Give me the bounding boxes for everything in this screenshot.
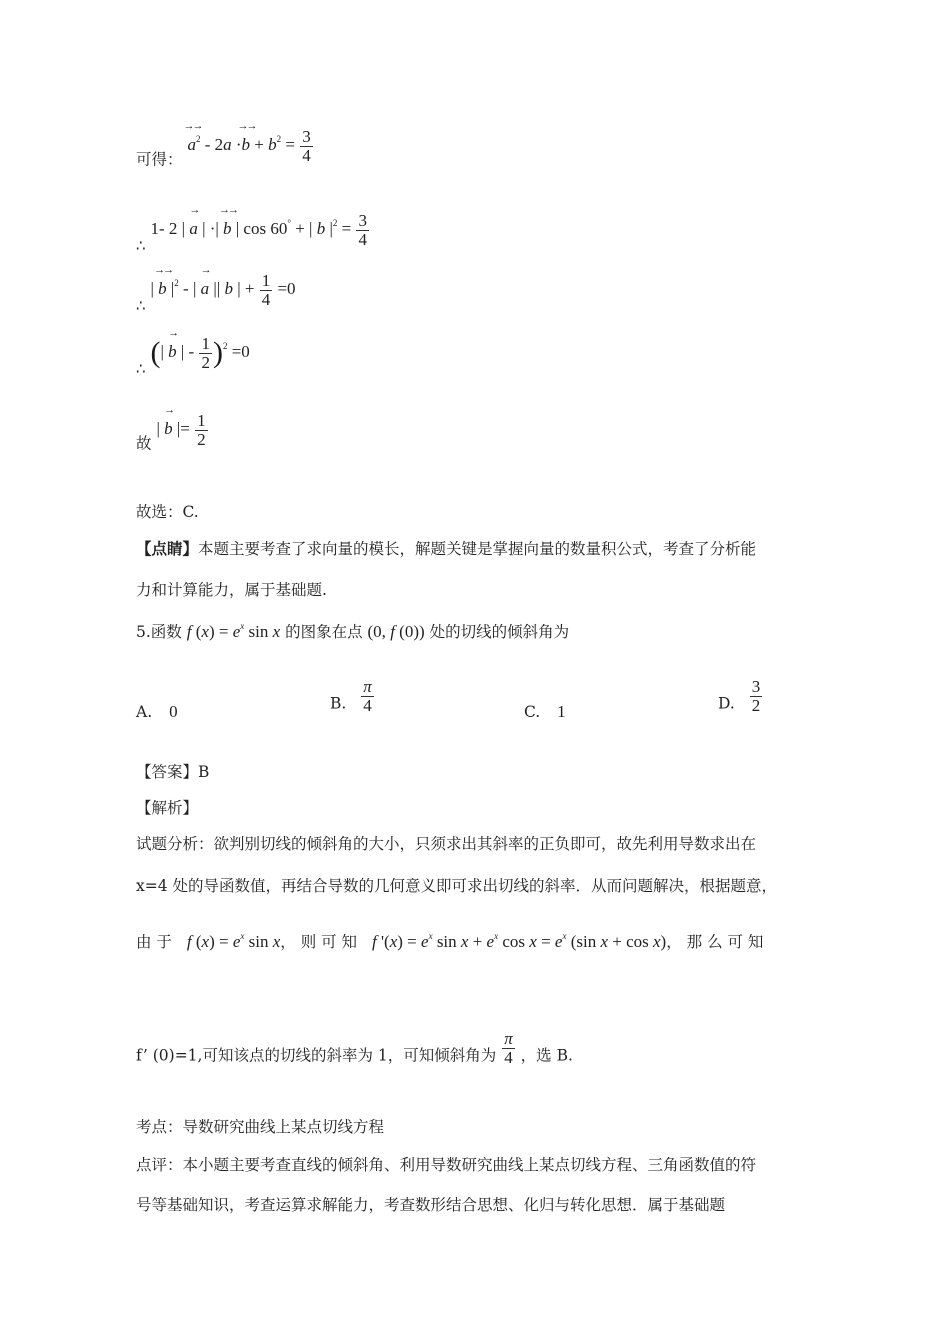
- ana3-text-b: ， 则 可 知: [280, 933, 358, 951]
- therefore-symbol: ∴: [136, 236, 146, 255]
- analysis-line-4: [136, 1030, 573, 1067]
- ana4-text-a: f’ (0)=1,可知该点的切线的斜率为 1，可知倾斜角为: [136, 1046, 497, 1065]
- analysis-line-3: [136, 930, 763, 952]
- analysis-label: 【解析】: [136, 799, 199, 817]
- ana4-fraction: $\frac{\pi}{4}$: [504, 1029, 513, 1067]
- dianjing-label: 【点睛】: [136, 539, 199, 558]
- option-a: A. 0: [136, 702, 178, 721]
- options-row: [136, 674, 836, 724]
- formula-4: (| → b | - $\frac{1}{2}$ )$^2$ =0: [150, 342, 249, 361]
- formula-5: | → b |= $\frac{1}{2}$: [156, 419, 208, 438]
- therefore-symbol: ∴: [136, 296, 146, 315]
- equation-line-1: [136, 128, 314, 169]
- dianjing-line-2: 力和计算能力，属于基础题.: [136, 581, 327, 599]
- option-c: C. 1: [524, 702, 566, 721]
- ana3-text-a: 由 于: [136, 933, 172, 951]
- formula-3: | →→ b $|^2$ - | → a || b | + $\frac{1}{4}$ =0: [150, 279, 295, 298]
- therefore-symbol: ∴: [136, 359, 146, 378]
- ana3-text-c: ， 那 么 可 知: [666, 933, 764, 951]
- dianping-line-2: 号等基础知识，考查运算求解能力，考查数形结合思想、化归与转化思想．属于基础题: [136, 1196, 726, 1214]
- label-gu: 故: [136, 434, 152, 453]
- equation-line-2: [136, 212, 370, 254]
- label-kede: 可得：: [136, 150, 183, 169]
- ana3-function: f $(x) = e^x$ sin x: [186, 931, 281, 951]
- ana4-text-b: ，选 B.: [520, 1046, 573, 1065]
- equation-line-5: [136, 412, 209, 453]
- q5-text-c: 处的切线的倾斜角为: [429, 623, 570, 641]
- ana3-derivative: f '$(x) = e^x$ $\sin x + e^x$ $\cos x = e^x$ (sin x + cos x): [372, 931, 667, 951]
- formula-2: 1- 2 | → a | ·| →→ b | cos 60° + | b $|^2$ = $\frac{3}{4}$: [150, 219, 369, 238]
- equation-line-4: [136, 335, 250, 377]
- dianjing-line-1: [136, 537, 756, 559]
- q5-text-b: 的图象在点: [285, 623, 363, 641]
- option-d: D. $\frac{3}{2}$: [718, 677, 761, 715]
- q5-function: f $(x) = e^x$ sin x: [186, 621, 281, 641]
- q5-text-a: 5.函数: [136, 623, 182, 641]
- question-5: [136, 620, 569, 642]
- answer-value: B: [198, 763, 210, 781]
- choice-line: 故选：C.: [136, 503, 199, 521]
- dianping-line-1: 点评：本小题主要考查直线的倾斜角、利用导数研究曲线上某点切线方程、三角函数值的符: [136, 1156, 757, 1174]
- kaodian-line: 考点：导数研究曲线上某点切线方程: [136, 1118, 385, 1136]
- analysis-line-2: x=4 处的导函数值，再结合导数的几何意义即可求出切线的斜率．从而问题解决，根据题意，: [136, 877, 778, 895]
- dianjing-text: 本题主要考查了求向量的模长，解题关键是掌握向量的数量积公式，考查了分析能: [198, 540, 757, 558]
- q5-point: (0, f (0)): [367, 622, 425, 641]
- analysis-line-1: 试题分析：欲判别切线的倾斜角的大小，只须求出其斜率的正负即可，故先利用导数求出在: [136, 835, 757, 853]
- answer-line: [136, 760, 209, 782]
- formula-1: →→ $a^2 - 2a$ ·→→ $b + b^2$ = $\frac{3}{4}$: [187, 135, 313, 154]
- equation-line-3: [136, 272, 296, 314]
- option-b: B. $\frac{\pi}{4}$: [330, 677, 372, 715]
- answer-label: 【答案】: [136, 763, 199, 781]
